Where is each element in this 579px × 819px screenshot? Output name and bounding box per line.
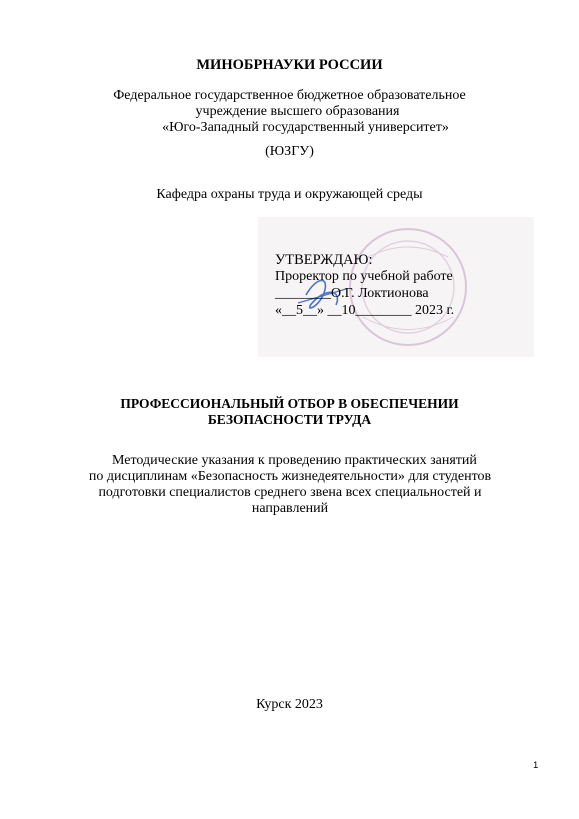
approval-date: «__5__» __10________ 2023 г. — [275, 303, 455, 318]
org-abbreviation: (ЮЗГУ) — [265, 144, 314, 159]
document-title-line-1: ПРОФЕССИОНАЛЬНЫЙ ОТБОР В ОБЕСПЕЧЕНИИ — [120, 396, 459, 411]
approver-position: Проректор по учебной работе — [275, 269, 453, 284]
document-title-line-2: БЕЗОПАСНОСТИ ТРУДА — [207, 412, 372, 427]
approver-name: ________О.Г. Локтионова — [275, 286, 429, 301]
org-line-1: Федеральное государственное бюджетное образовательное — [113, 88, 466, 103]
ministry-heading: МИНОБРНАУКИ РОССИИ — [196, 57, 383, 73]
org-line-3: «Юго-Западный государственный университет» — [162, 120, 449, 135]
description-line-2: по дисциплинам «Безопасность жизнедеятельности» для студентов — [88, 469, 492, 484]
org-line-2: учреждение высшего образования — [195, 104, 400, 119]
description-line-4: направлений — [251, 501, 329, 516]
description-line-1: Методические указания к проведению практических занятий — [112, 453, 477, 468]
department-name: Кафедра охраны труда и окружающей среды — [156, 187, 423, 202]
description-line-3: подготовки специалистов среднего звена всех специальностей и — [98, 485, 482, 500]
approve-label: УТВЕРЖДАЮ: — [275, 252, 373, 268]
city-year: Курск 2023 — [256, 697, 323, 712]
page-number: 1 — [533, 760, 539, 771]
